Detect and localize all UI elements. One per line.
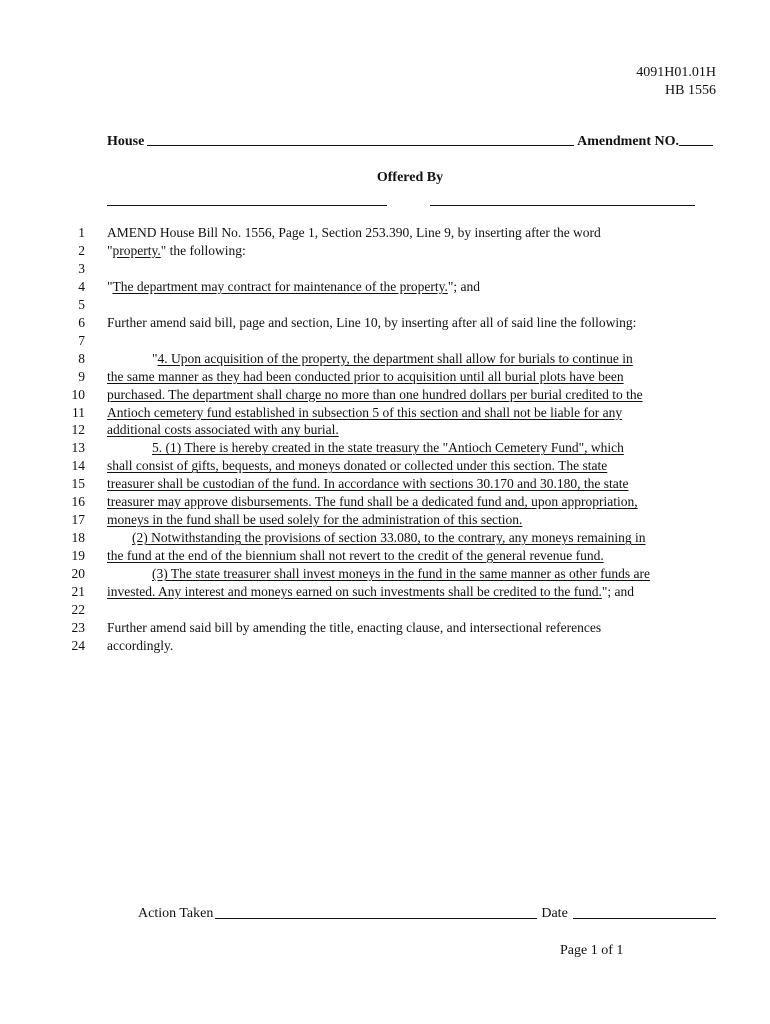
line-text: accordingly. [107,637,174,653]
line-number: 3 [78,260,85,276]
document-code: 4091H01.01H [636,65,716,80]
line-text [152,439,624,457]
action-taken-label: Action Taken [138,906,214,921]
line-number: 5 [78,296,85,312]
line-text [107,386,643,404]
line-suffix: " the following: [160,242,246,258]
inserted-text: additional costs associated with any burial. [107,422,339,438]
inserted-text: the fund at the end of the biennium shall not revert to the credit of the general revenue fund. [107,548,604,564]
line-text [107,278,480,296]
amendment-line [0,421,770,439]
line-number: 2 [78,242,85,258]
line-number: 11 [72,404,85,420]
amendment-line [0,457,770,475]
amendment-line [0,529,770,547]
amendment-line [0,583,770,601]
line-number: 1 [78,225,85,240]
amendment-line [0,404,770,422]
amendment-line [0,242,770,260]
date-label: Date [541,906,568,921]
amendment-line [0,368,770,386]
line-number: 17 [71,512,85,528]
amendment-line [0,439,770,457]
inserted-text: invested. Any interest and moneys earned on such investments shall be credited to the fund. [107,584,602,599]
inserted-text: treasurer may approve disbursements. The fund shall be a dedicated fund and, upon appropriation, [107,494,638,510]
inserted-text: purchased. The department shall charge no more than one hundred dollars per burial credited to the [107,386,643,402]
amendment-line [0,350,770,368]
amendment-line [0,475,770,493]
amendment-line [0,601,770,619]
inserted-text: 5. (1) There is hereby created in the state treasury the "Antioch Cemetery Fund", which [152,440,624,456]
amendment-line [0,565,770,583]
inserted-text: shall consist of gifts, bequests, and moneys donated or collected under this section. The state [107,458,608,474]
amendment-line [0,314,770,332]
line-text [107,493,638,511]
amendment-line [0,619,770,637]
line-prefix: " [107,242,113,258]
action-taken-row [138,906,716,922]
page-number: Page 1 of 1 [560,943,624,958]
line-text [152,350,633,368]
line-number: 4 [78,278,85,294]
line-text [107,547,604,565]
line-text [107,511,522,529]
line-text: AMEND House Bill No. 1556, Page 1, Section 253.390, Line 9, by inserting after the word [107,225,601,240]
line-text [107,457,607,475]
line-text [152,565,650,583]
house-label: House [107,134,145,149]
bill-number: HB 1556 [665,83,716,98]
line-number: 16 [71,494,85,510]
line-text [107,368,624,386]
house-amendment-row [107,134,713,150]
line-text [107,421,339,439]
line-text [107,475,628,493]
line-text [107,583,634,601]
line-number: 10 [71,386,85,402]
line-suffix: "; and [601,584,635,599]
offered-by-label: Offered By [376,170,444,185]
amendment-line [0,224,770,242]
line-suffix: "; and [447,278,481,294]
line-number: 23 [71,619,85,635]
line-number: 9 [78,368,85,384]
sponsor-signature-line-left [107,205,387,206]
amendment-line [0,547,770,565]
inserted-text: (2) Notwithstanding the provisions of section 33.080, to the contrary, any moneys remaining in [132,530,646,546]
amendment-line [0,637,770,655]
date-blank [573,918,716,919]
amendment-line [0,386,770,404]
line-number: 13 [71,440,85,456]
line-text [107,242,246,260]
line-number: 6 [78,314,85,330]
sponsor-signature-line-right [430,205,695,206]
amendment-line [0,332,770,350]
amendment-no-label: Amendment NO. [577,134,679,149]
line-number: 12 [71,422,85,438]
line-number: 22 [71,601,85,617]
amendment-line [0,296,770,314]
line-number: 18 [71,530,85,546]
line-number: 14 [71,458,85,474]
line-text: Further amend said bill by amending the title, enacting clause, and intersectional references [107,619,602,635]
action-taken-blank [215,918,537,919]
amendment-line [0,260,770,278]
inserted-text: 4. Upon acquisition of the property, the department shall allow for burials to continue in [157,350,633,366]
inserted-text: Antioch cemetery fund established in subsection 5 of this section and shall not be liable for any [107,404,623,420]
amendment-line [0,493,770,511]
amendment-no-blank [679,145,713,146]
inserted-text: property. [112,242,161,258]
line-number: 20 [71,566,85,582]
line-number: 8 [78,350,85,366]
amendment-line [0,278,770,296]
line-prefix: " [107,278,113,294]
house-blank-line [147,145,574,146]
line-number: 7 [78,332,85,348]
inserted-text: treasurer shall be custodian of the fund. In accordance with sections 30.170 and 30.180, the state [107,476,629,492]
inserted-text: moneys in the fund shall be used solely for the administration of this section. [107,512,523,528]
line-number: 24 [71,637,85,653]
inserted-text: (3) The state treasurer shall invest moneys in the fund in the same manner as other funds are [152,566,650,582]
inserted-text: the same manner as they had been conducted prior to acquisition until all burial plots have been [107,368,624,384]
amendment-line [0,511,770,529]
line-text [132,529,646,547]
line-number: 21 [71,584,85,599]
line-number: 15 [71,476,85,492]
inserted-text: The department may contract for maintenance of the property. [112,278,448,294]
line-number: 19 [71,548,85,564]
line-prefix: " [152,350,158,366]
line-text [107,404,622,422]
line-text: Further amend said bill, page and section, Line 10, by inserting after all of said line the following: [107,314,637,330]
